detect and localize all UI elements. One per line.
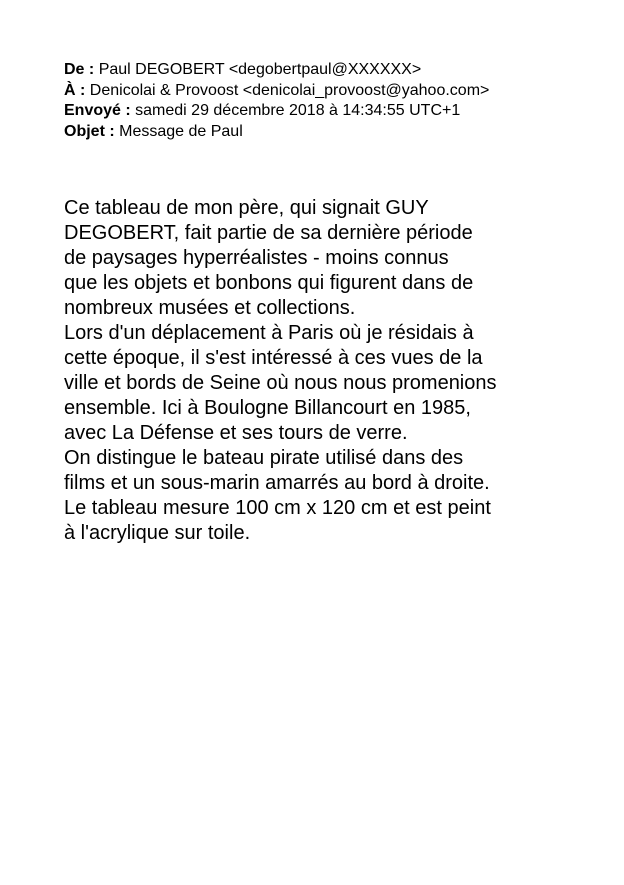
sent-line [64,101,604,122]
body-line: DEGOBERT, fait partie de sa dernière période [64,222,473,244]
to-label: À : [64,81,86,99]
body-line: cette époque, il s'est intéressé à ces vues de la [64,347,483,369]
body-line: que les objets et bonbons qui figurent dans de [64,272,474,294]
body-line: ville et bords de Seine où nous nous promenions [64,372,497,394]
to-line [64,81,604,102]
body-line: On distingue le bateau pirate utilisé dans des [64,447,464,469]
from-label: De : [64,61,95,78]
body-line: ensemble. Ici à Boulogne Billancourt en 1985, [64,397,471,419]
body-line: Ce tableau de mon père, qui signait GUY [64,197,429,219]
subject-label: Objet : [64,122,115,140]
from-value: Paul DEGOBERT <degobertpaul@XXXXXX> [98,61,422,78]
body-line: de paysages hyperréalistes - moins connus [64,247,449,269]
body-line: Le tableau mesure 100 cm x 120 cm et est peint [64,497,491,519]
email-header [64,60,604,142]
subject-value: Message de Paul [119,122,243,140]
body-line: films et un sous-marin amarrés au bord à droite. [64,472,490,494]
body-line: à l'acrylique sur toile. [64,522,251,544]
from-line [64,60,604,81]
body-line: avec La Défense et ses tours de verre. [64,422,408,444]
body-line: Lors d'un déplacement à Paris où je résidais à [64,322,474,344]
body-line: nombreux musées et collections. [64,297,356,319]
sent-label: Envoyé : [64,102,131,119]
sent-value: samedi 29 décembre 2018 à 14:34:55 UTC+1 [135,102,461,119]
email-body [64,196,604,546]
to-value: Denicolai & Provoost <denicolai_provoost@yahoo.com> [89,81,490,99]
subject-line [64,122,604,143]
